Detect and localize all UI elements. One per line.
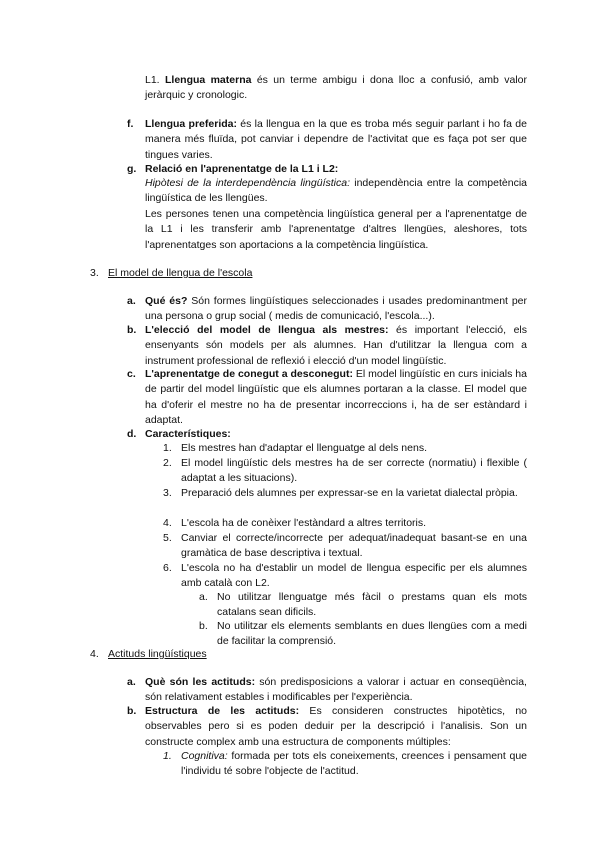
d-item-number: 3. bbox=[163, 487, 172, 499]
s4-b1-paragraph bbox=[181, 749, 527, 780]
s4-b1-italic: Cognitiva: bbox=[181, 750, 228, 762]
s3-item-d-title: Característiques: bbox=[145, 428, 231, 440]
s4-item-a-text: són predisposicions a valorar i actuar en conseqüència, són relativament estables i modificables per l'experiència. bbox=[145, 676, 527, 704]
s4-item-b-title: Estructura de les actituds: bbox=[145, 705, 300, 717]
d-item-number: 1. bbox=[163, 442, 172, 454]
item-g-marker: g. bbox=[127, 163, 137, 175]
s3-item-c-paragraph bbox=[145, 367, 527, 429]
item-g-title-text: Relació en l'aprenentatge de la L1 i L2: bbox=[145, 163, 339, 175]
s3-item-b-text: és important l'elecció, els ensenyants són models per als alumnes. Han d'utilitzar la llengua com a instrument professional de reflexió i elecció d'un model lingüístic. bbox=[145, 324, 528, 367]
s3-item-a-title: Qué és? bbox=[145, 295, 188, 307]
l1-title: Llengua materna bbox=[164, 74, 252, 86]
s4-item-b-marker: b. bbox=[127, 705, 137, 717]
s3-item-c-marker: c. bbox=[127, 368, 136, 380]
s3-item-a-text: Són formes lingüístiques seleccionades i usades predominantment per una persona o grup social ( medis de comunicació, l'escola...). bbox=[145, 295, 527, 323]
d-item-text: Preparació dels alumnes per expressar-se en la varietat dialectal pròpia. bbox=[181, 487, 518, 499]
section-4-marker: 4. bbox=[90, 648, 99, 660]
s3-item-b-marker: b. bbox=[127, 324, 137, 336]
l1-prefix: L1. bbox=[145, 74, 160, 86]
s4-item-b-text: Es consideren constructes hipotètics, no observables pero si es poden deduir per la descripció i l'analisis. Son un constructe complex amb una estructura de components múltiples: bbox=[145, 705, 528, 748]
section-3-heading: El model de llengua de l'escola bbox=[108, 267, 253, 279]
d-item-text: El model lingüístic dels mestres ha de ser correcte (normatiu) i flexible ( adaptat a les situacions). bbox=[181, 457, 527, 485]
l1-text: és un terme ambigu i dona lloc a confusió, amb valor jeràrquic y cronologic. bbox=[145, 74, 527, 102]
s4-item-a-paragraph bbox=[145, 675, 527, 706]
item-g-sub-italic: Hipòtesi de la interdependència lingüística: bbox=[145, 177, 350, 189]
item-f-paragraph bbox=[145, 117, 527, 163]
s3-item-d-marker: d. bbox=[127, 428, 137, 440]
s3-item-b-paragraph bbox=[145, 323, 527, 369]
s4-item-b-paragraph bbox=[145, 704, 527, 750]
item-g-sub-text: independència entre la competència lingüística de les llengües. bbox=[145, 177, 527, 205]
section-4-heading: Actituds lingüístiques bbox=[108, 648, 207, 660]
s4-item-a-marker: a. bbox=[127, 676, 136, 688]
item-g-subtitle bbox=[145, 176, 527, 207]
d-item-text: L'escola no ha d'establir un model de llengua especific per els alumnes amb català con L2. bbox=[181, 562, 527, 590]
l1-paragraph bbox=[145, 73, 527, 104]
s3-item-c-title: L'aprenentatge de conegut a desconegut: bbox=[145, 368, 353, 380]
s3-item-b-title: L'elecció del model de llengua als mestres: bbox=[145, 324, 389, 336]
d-subitem-marker: a. bbox=[199, 591, 208, 603]
section-3-marker: 3. bbox=[90, 267, 99, 279]
d-item-text: Els mestres han d'adaptar el llenguatge al dels nens. bbox=[181, 442, 427, 454]
item-f-text: és la llengua en la que es troba més seguir parlant i ho fa de manera més fluïda, pot canviar i dependre de l'activitat que es faça pot ser que tingues varies. bbox=[145, 118, 527, 161]
d-item-number: 5. bbox=[163, 532, 172, 544]
s3-item-a-paragraph bbox=[145, 294, 527, 325]
d-item-number: 6. bbox=[163, 562, 172, 574]
d-item-number: 2. bbox=[163, 457, 172, 469]
d-item-text: Canviar el correcte/incorrecte per adequat/inadequat basant-se en una gramàtica de base descriptiva i textual. bbox=[181, 532, 527, 560]
s4-b1-text: formada per tots els coneixements, creences i pensament que l'individu té sobre l'objecte de l'actitud. bbox=[181, 750, 527, 778]
item-f-title: Llengua preferida: bbox=[145, 118, 237, 130]
d-item-text: L'escola ha de conèixer l'estàndard a altres territoris. bbox=[181, 517, 427, 529]
item-g-paragraph: Les persones tenen una competència lingüística general per a l'aprenentatge de la L1 i les transferir amb l'aprenentatge d'altres llengües, aleshores, tots l'aprenentatges son aportacions a la competència lingüística. bbox=[145, 208, 527, 251]
s4-item-a-title: Què són les actituds: bbox=[145, 676, 256, 688]
item-f-marker: f. bbox=[127, 118, 134, 130]
d-subitem-text: No utilitzar llenguatge més fàcil o prestams quan els mots catalans sean dificils. bbox=[217, 591, 527, 619]
s4-b1-number: 1. bbox=[163, 750, 172, 762]
s3-item-a-marker: a. bbox=[127, 295, 136, 307]
d-item-number: 4. bbox=[163, 517, 172, 529]
d-subitem-marker: b. bbox=[199, 620, 208, 632]
s3-item-c-text: El model lingüístic en curs inicials ha de partir del model lingüístic que els alumnes portaran a la classe. El model que ha d'oferir el mestre no ha de presentar incorreccions i, ha de ser estàndard i adaptat. bbox=[145, 368, 527, 427]
d-subitem-text: No utilitzar els elements semblants en dues llengües com a medi de facilitar la comprensió. bbox=[217, 620, 527, 648]
